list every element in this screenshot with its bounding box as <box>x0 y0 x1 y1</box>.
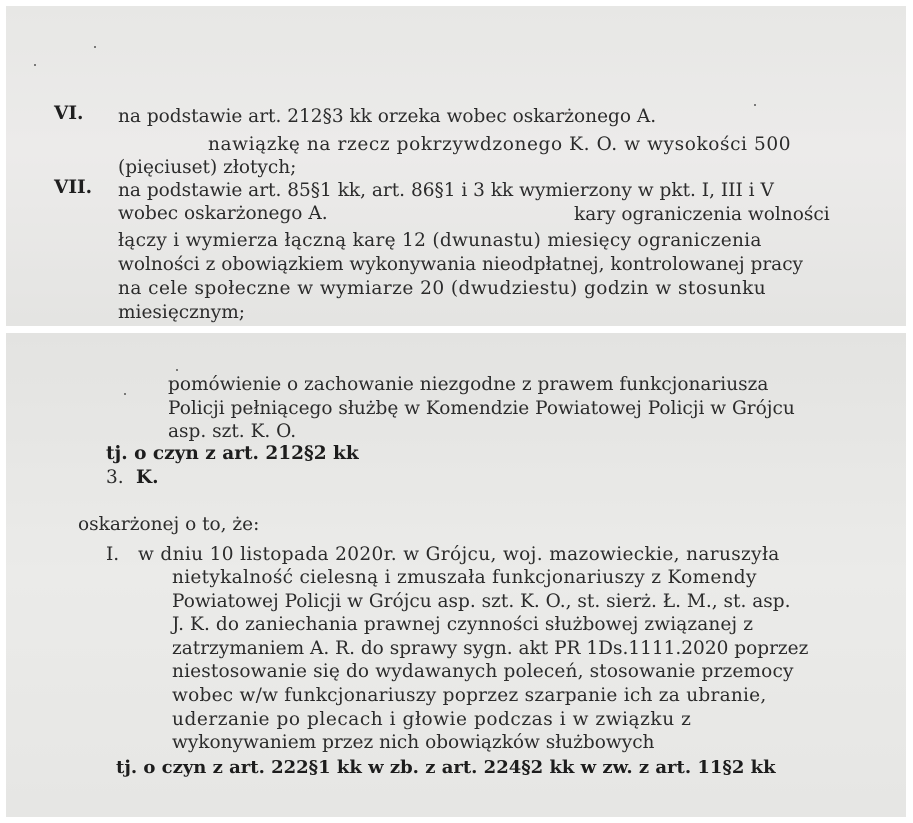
charge-2: tj. o czyn z art. 222§1 kk w zb. z art. 224§2 kk w zw. z art. 11§2 kk <box>116 757 776 778</box>
item-vii-line-4: wolności z obowiązkiem wykonywania nieodpłatnej, kontrolowanej pracy <box>118 254 804 275</box>
item-vii-line-5: na cele społeczne w wymiarze 20 (dwudziestu) godzin w stosunku <box>118 278 767 299</box>
intro-line-2: Policji pełniącego służbę w Komendzie Powiatowej Policji w Grójcu <box>168 398 795 419</box>
point-line-5: zatrzymaniem A. R. do sprawy sygn. akt PR 1Ds.1111.2020 poprzez <box>172 638 809 659</box>
point-number-i: I. <box>106 544 120 565</box>
intro-line-1: pomówienie o zachowanie niezgodne z prawem funkcjonariusza <box>168 374 769 395</box>
paper-speck <box>176 369 178 371</box>
document-page-bottom <box>6 333 906 817</box>
point-line-2: nietykalność cielesną i zmuszała funkcjonariuszy z Komendy <box>172 567 757 588</box>
paper-speck <box>754 104 756 106</box>
charge-1: tj. o czyn z art. 212§2 kk <box>106 443 359 464</box>
item-vi-line-3: (pięciuset) złotych; <box>118 157 297 178</box>
defendant-name: K. <box>136 467 159 488</box>
paper-speck <box>94 46 96 48</box>
document-page-top <box>6 6 906 326</box>
defendant-number: 3. <box>106 467 124 488</box>
paper-speck <box>124 393 126 395</box>
item-vii-line-6: miesięcznym; <box>118 302 246 323</box>
intro-line-3: asp. szt. K. O. <box>168 421 297 442</box>
item-vii-line-2: wobec oskarżonego A. <box>118 203 328 224</box>
point-line-4: J. K. do zaniechania prawnej czynności służbowej związanej z <box>172 614 754 635</box>
point-line-7: wobec w/w funkcjonariuszy poprzez szarpanie ich za ubranie, <box>172 685 767 706</box>
item-vi-line-1: na podstawie art. 212§3 kk orzeka wobec oskarżonego A. <box>118 106 657 127</box>
item-vii-line-1: na podstawie art. 85§1 kk, art. 86§1 i 3 kk wymierzony w pkt. I, III i V <box>118 180 774 201</box>
accused-intro: oskarżonej o to, że: <box>78 514 260 535</box>
paper-speck <box>34 64 36 66</box>
point-line-9: wykonywaniem przez nich obowiązków służbowych <box>172 732 655 753</box>
item-vii-line-2b: kary ograniczenia wolności <box>574 204 830 225</box>
point-line-1: w dniu 10 listopada 2020r. w Grójcu, woj. mazowieckie, naruszyła <box>138 544 780 565</box>
item-number-vi: VI. <box>54 103 84 124</box>
item-number-vii: VII. <box>54 177 93 198</box>
item-vi-line-2: nawiązkę na rzecz pokrzywdzonego K. O. w wysokości 500 <box>208 134 792 155</box>
item-vii-line-3: łączy i wymierza łączną karę 12 (dwunastu) miesięcy ograniczenia <box>118 230 762 251</box>
point-line-8: uderzanie po plecach i głowie podczas i w związku z <box>172 709 692 730</box>
point-line-3: Powiatowej Policji w Grójcu asp. szt. K. O., st. sierż. Ł. M., st. asp. <box>172 591 791 612</box>
point-line-6: niestosowanie się do wydawanych poleceń, stosowanie przemocy <box>172 661 794 682</box>
